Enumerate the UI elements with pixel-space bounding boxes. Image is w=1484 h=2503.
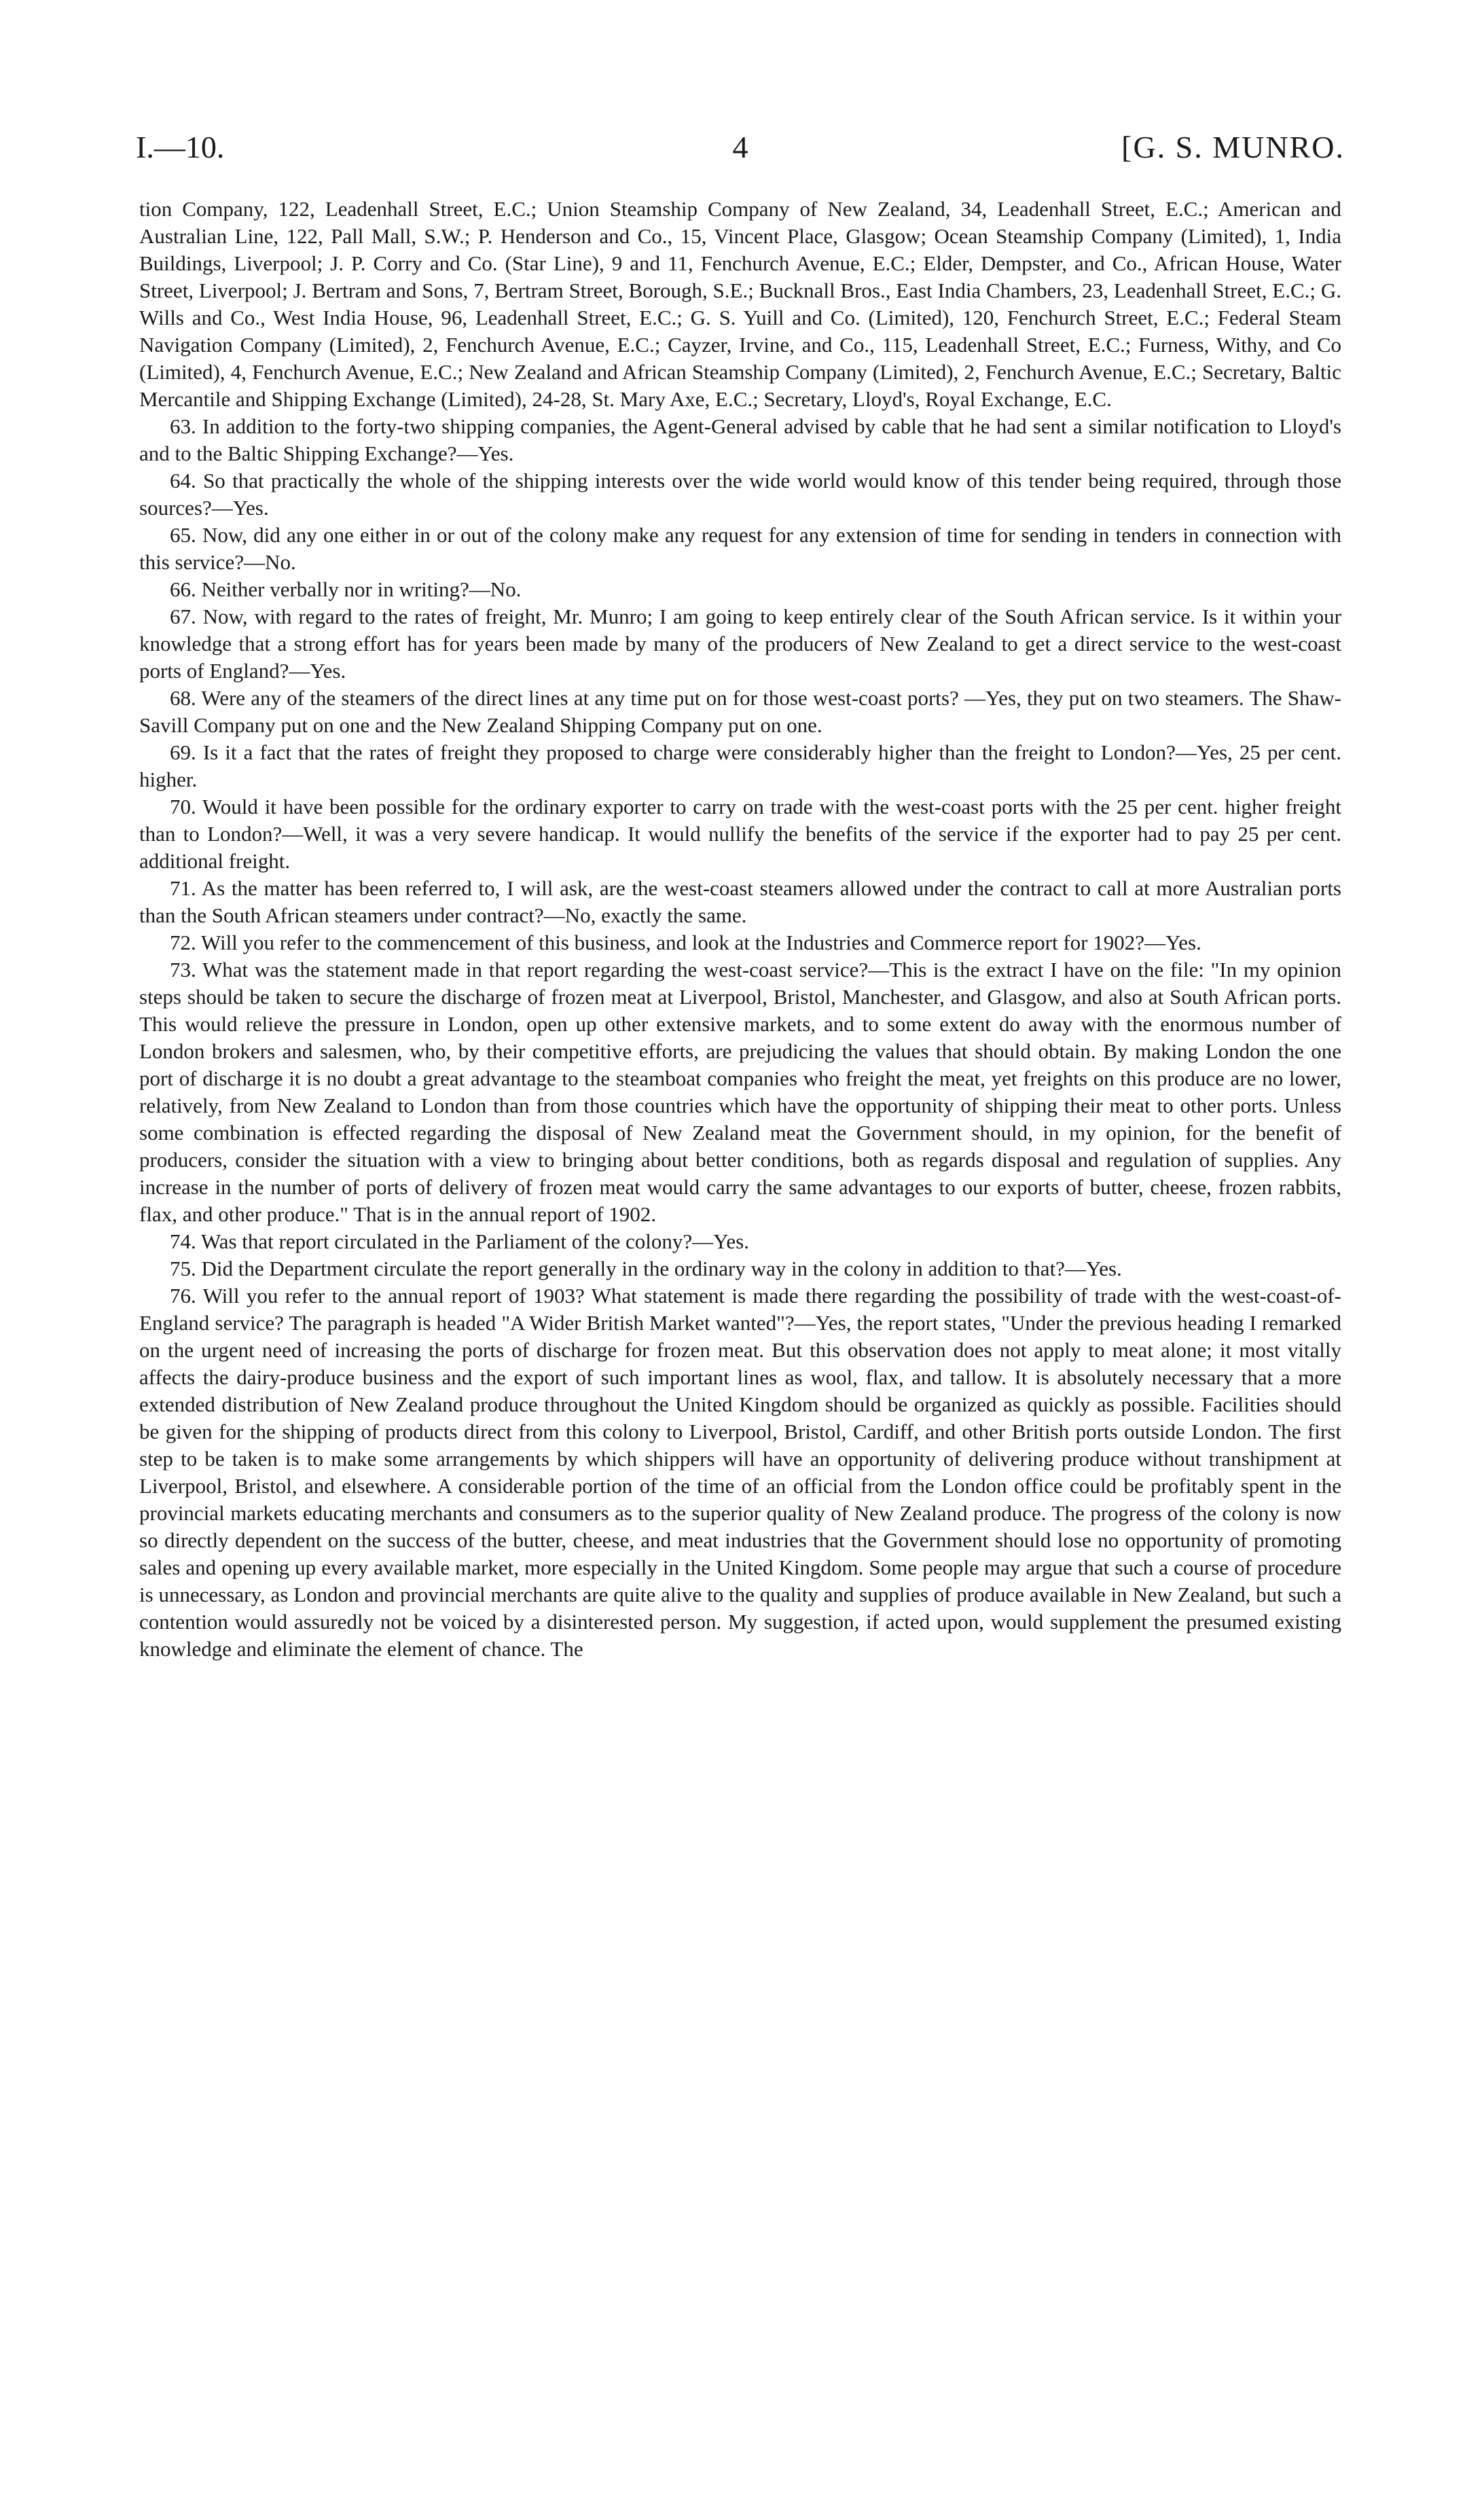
paragraph-67: 67. Now, with regard to the rates of freight, Mr. Munro; I am going to keep entirely clear of the South African service. Is it within your knowledge that a strong effort has for years been made by many of the producers of New Zealand to get a direct service to the west-coast ports of England?—Yes.: [139, 605, 1341, 683]
paragraph-76: 76. Will you refer to the annual report of 1903? What statement is made there regarding the possibility of trade with the west-coast-of-England service? The paragraph is headed "A Wider British Market wanted"?—Yes, the report states, "Under the previous heading I remarked on the urgent need of increasing the ports of discharge for frozen meat. But this observation does not apply to meat alone; it most vitally affects the dairy-produce business and the export of such important lines as wool, flax, and tallow. It is absolutely necessary that a more extended distribution of New Zealand produce throughout the United Kingdom should be organized as quickly as possible. Facilities should be given for the shipping of products direct from this colony to Liverpool, Bristol, Cardiff, and other British ports outside London. The first step to be taken is to make some arrangements by which shippers will have an opportunity of delivering produce without transhipment at Liverpool, Bristol, and elsewhere. A considerable portion of the time of an official from the London office could be profitably spent in the provincial markets educating merchants and consumers as to the superior quality of New Zealand produce. The progress of the colony is now so directly dependent on the success of the butter, cheese, and meat industries that the Government should lose no opportunity of promoting sales and opening up every available market, more especially in the United Kingdom. Some people may argue that such a course of procedure is unnecessary, as London and provincial merchants are quite alive to the quality and supplies of produce available in New Zealand, but such a contention would assuredly not be voiced by a disinterested person. My suggestion, if acted upon, would supplement the presumed existing knowledge and eliminate the element of chance. The: [139, 1284, 1341, 1661]
paragraph-71: 71. As the matter has been referred to, I will ask, are the west-coast steamers allowed under the contract to call at more Australian ports than the South African steamers under contract?—No, exactly the same.: [139, 876, 1341, 927]
witness-name: [G. S. MUNRO.: [1121, 130, 1345, 164]
document-reference: I.—10.: [136, 130, 225, 164]
paragraph-64: 64. So that practically the whole of the shipping interests over the wide world would know of this tender being required, through those sources?—Yes.: [139, 469, 1341, 520]
paragraph-73: 73. What was the statement made in that report regarding the west-coast service?—This is the extract I have on the file: "In my opinion steps should be taken to secure the discharge of frozen meat at Liverpool, Bristol, Manchester, and Glasgow, and also at South African ports. This would relieve the pressure in London, open up other extensive markets, and to some extent do away with the enormous number of London brokers and salesmen, who, by their competitive efforts, are prejudicing the values that should obtain. By making London the one port of discharge it is no doubt a great advantage to the steamboat companies who freight the meat, yet freights on this produce are no lower, relatively, from New Zealand to London than from those countries which have the opportunity of shipping their meat to other ports. Unless some combination is effected regarding the disposal of New Zealand meat the Government should, in my opinion, for the benefit of producers, consider the situation with a view to bringing about better conditions, both as regards disposal and regulation of supplies. Any increase in the number of ports of delivery of frozen meat would carry the same advantages to our exports of butter, cheese, frozen rabbits, flax, and other produce." That is in the annual report of 1902.: [139, 958, 1341, 1226]
paragraph-70: 70. Would it have been possible for the ordinary exporter to carry on trade with the west-coast ports with the 25 per cent. higher freight than to London?—Well, it was a very severe handicap. It would nullify the benefits of the service if the exporter had to pay 25 per cent. additional freight.: [139, 795, 1341, 873]
paragraph-63: 63. In addition to the forty-two shipping companies, the Agent-General advised by cable that he had sent a similar notification to Lloyd's and to the Baltic Shipping Exchange?—Yes.: [139, 414, 1341, 465]
paragraph-65: 65. Now, did any one either in or out of the colony make any request for any extension of time for sending in tenders in connection with this service?—No.: [139, 523, 1341, 574]
paragraph-69: 69. Is it a fact that the rates of freight they proposed to charge were considerably higher than the freight to London?—Yes, 25 per cent. higher.: [139, 740, 1341, 791]
paragraph-68: 68. Were any of the steamers of the direct lines at any time put on for those west-coast ports? —Yes, they put on two steamers. The Shaw-Savill Company put on one and the New Zealand Shipping Company put on one.: [139, 686, 1341, 737]
paragraph-74: 74. Was that report circulated in the Parliament of the colony?—Yes.: [170, 1229, 749, 1253]
continued-paragraph: tion Company, 122, Leadenhall Street, E.C.; Union Steamship Company of New Zealand, 34, Leadenhall Street, E.C.; American and Australian Line, 122, Pall Mall, S.W.; P. Henderson and Co., 15, Vincent Place, Glasgow; Ocean Steamship Company (Limited), 1, India Buildings, Liverpool; J. P. Corry and Co. (Star Line), 9 and 11, Fenchurch Avenue, E.C.; Elder, Dempster, and Co., African House, Water Street, Liverpool; J. Bertram and Sons, 7, Bertram Street, Borough, S.E.; Bucknall Bros., East India Chambers, 23, Leadenhall Street, E.C.; G. Wills and Co., West India House, 96, Leadenhall Street, E.C.; G. S. Yuill and Co. (Limited), 120, Fenchurch Street, E.C.; Federal Steam Navigation Company (Limited), 2, Fenchurch Avenue, E.C.; Cayzer, Irvine, and Co., 115, Leadenhall Street, E.C.; Furness, Withy, and Co (Limited), 4, Fenchurch Avenue, E.C.; New Zealand and African Steamship Company (Limited), 2, Fenchurch Avenue, E.C.; Secretary, Baltic Mercantile and Shipping Exchange (Limited), 24-28, St. Mary Axe, E.C.; Secretary, Lloyd's, Royal Exchange, E.C.: [139, 197, 1341, 411]
paragraph-66: 66. Neither verbally nor in writing?—No.: [170, 577, 522, 601]
page-body: [139, 196, 1341, 1663]
paragraph-72: 72. Will you refer to the commencement of this business, and look at the Industries and Commerce report for 1902?—Yes.: [170, 931, 1201, 954]
paragraph-75: 75. Did the Department circulate the report generally in the ordinary way in the colony in addition to that?—Yes.: [170, 1257, 1122, 1280]
page-number: 4: [732, 130, 748, 164]
page-header: [136, 129, 1345, 170]
